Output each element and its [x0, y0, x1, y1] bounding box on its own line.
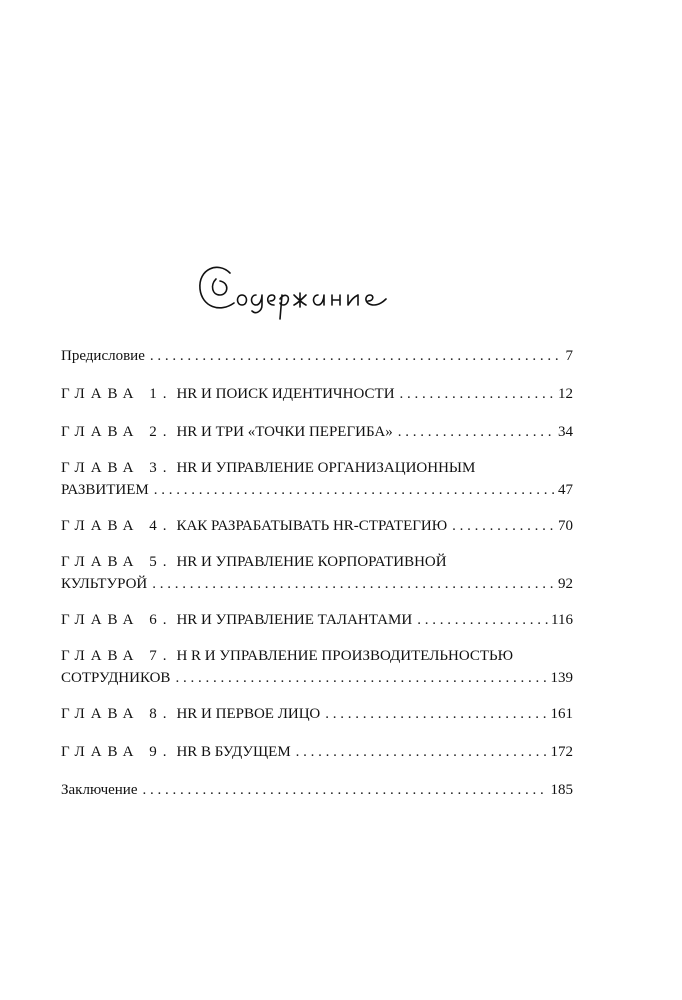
page-number: 185	[550, 782, 573, 798]
toc-entry[interactable]	[61, 345, 573, 367]
entry-label	[61, 457, 475, 479]
chapter-prefix: ГЛАВА 2.	[61, 424, 173, 440]
entry-title: HR И ПОИСК ИДЕНТИЧНОСТИ	[176, 386, 395, 402]
entry-label	[61, 609, 412, 631]
dot-leader	[325, 703, 547, 725]
entry-label	[61, 383, 395, 405]
entry-title: H R И УПРАВЛЕНИЕ ПРОИЗВОДИТЕЛЬНОСТЬЮ	[176, 648, 514, 664]
entry-label	[61, 741, 291, 763]
entry-title-continued: СОТРУДНИКОВ	[61, 670, 171, 686]
chapter-prefix: ГЛАВА 8.	[61, 706, 173, 722]
toc-entry[interactable]	[61, 421, 573, 443]
toc-title	[190, 255, 430, 325]
entry-title-continued: РАЗВИТИЕМ	[61, 482, 149, 498]
entry-title: Заключение	[61, 782, 138, 798]
toc-entry[interactable]	[61, 383, 573, 405]
page-number: 172	[550, 744, 573, 760]
entry-title: HR В БУДУЩЕМ	[176, 744, 291, 760]
chapter-prefix: ГЛАВА 5.	[61, 554, 173, 570]
entry-label	[61, 421, 393, 443]
dot-leader	[150, 345, 563, 367]
entry-label	[61, 703, 320, 725]
table-of-contents	[61, 345, 573, 801]
dot-leader	[452, 515, 555, 537]
page-number: 92	[558, 576, 573, 592]
chapter-prefix: ГЛАВА 6.	[61, 612, 173, 628]
page-number: 116	[551, 612, 573, 628]
chapter-prefix: ГЛАВА 4.	[61, 518, 173, 534]
entry-title: HR И ПЕРВОЕ ЛИЦО	[176, 706, 321, 722]
toc-entry[interactable]	[61, 645, 573, 689]
entry-title: HR И УПРАВЛЕНИЕ ОРГАНИЗАЦИОННЫМ	[176, 460, 476, 476]
dot-leader	[417, 609, 548, 631]
chapter-prefix: ГЛАВА 9.	[61, 744, 173, 760]
toc-entry[interactable]	[61, 609, 573, 631]
page-number: 139	[550, 670, 573, 686]
toc-entry[interactable]	[61, 703, 573, 725]
entry-title: HR И УПРАВЛЕНИЕ ТАЛАНТАМИ	[176, 612, 413, 628]
page-number: 161	[550, 706, 573, 722]
toc-entry[interactable]	[61, 457, 573, 501]
chapter-prefix: ГЛАВА 3.	[61, 460, 173, 476]
toc-title-script	[190, 255, 430, 325]
entry-label	[61, 345, 145, 367]
dot-leader	[152, 573, 555, 595]
entry-title-continued: КУЛЬТУРОЙ	[61, 576, 148, 592]
entry-label	[61, 779, 138, 801]
dot-leader	[143, 779, 548, 801]
dot-leader	[296, 741, 548, 763]
page-number: 7	[565, 348, 573, 364]
page-number: 47	[558, 482, 573, 498]
entry-title: HR И УПРАВЛЕНИЕ КОРПОРАТИВНОЙ	[176, 554, 447, 570]
entry-label	[61, 515, 447, 537]
entry-title: КАК РАЗРАБАТЫВАТЬ HR-СТРАТЕГИЮ	[176, 518, 448, 534]
page-number: 12	[558, 386, 573, 402]
chapter-prefix: ГЛАВА 1.	[61, 386, 173, 402]
dot-leader	[398, 421, 555, 443]
toc-entry[interactable]	[61, 551, 573, 595]
page-number: 70	[558, 518, 573, 534]
entry-label	[61, 645, 513, 667]
page-number: 34	[558, 424, 573, 440]
entry-title: HR И ТРИ «ТОЧКИ ПЕРЕГИБА»	[176, 424, 393, 440]
dot-leader	[175, 667, 547, 689]
dot-leader	[154, 479, 555, 501]
chapter-prefix: ГЛАВА 7.	[61, 648, 173, 664]
dot-leader	[400, 383, 555, 405]
toc-entry[interactable]	[61, 515, 573, 537]
toc-entry[interactable]	[61, 741, 573, 763]
toc-entry[interactable]	[61, 779, 573, 801]
entry-label	[61, 551, 447, 573]
entry-title: Предисловие	[61, 348, 145, 364]
